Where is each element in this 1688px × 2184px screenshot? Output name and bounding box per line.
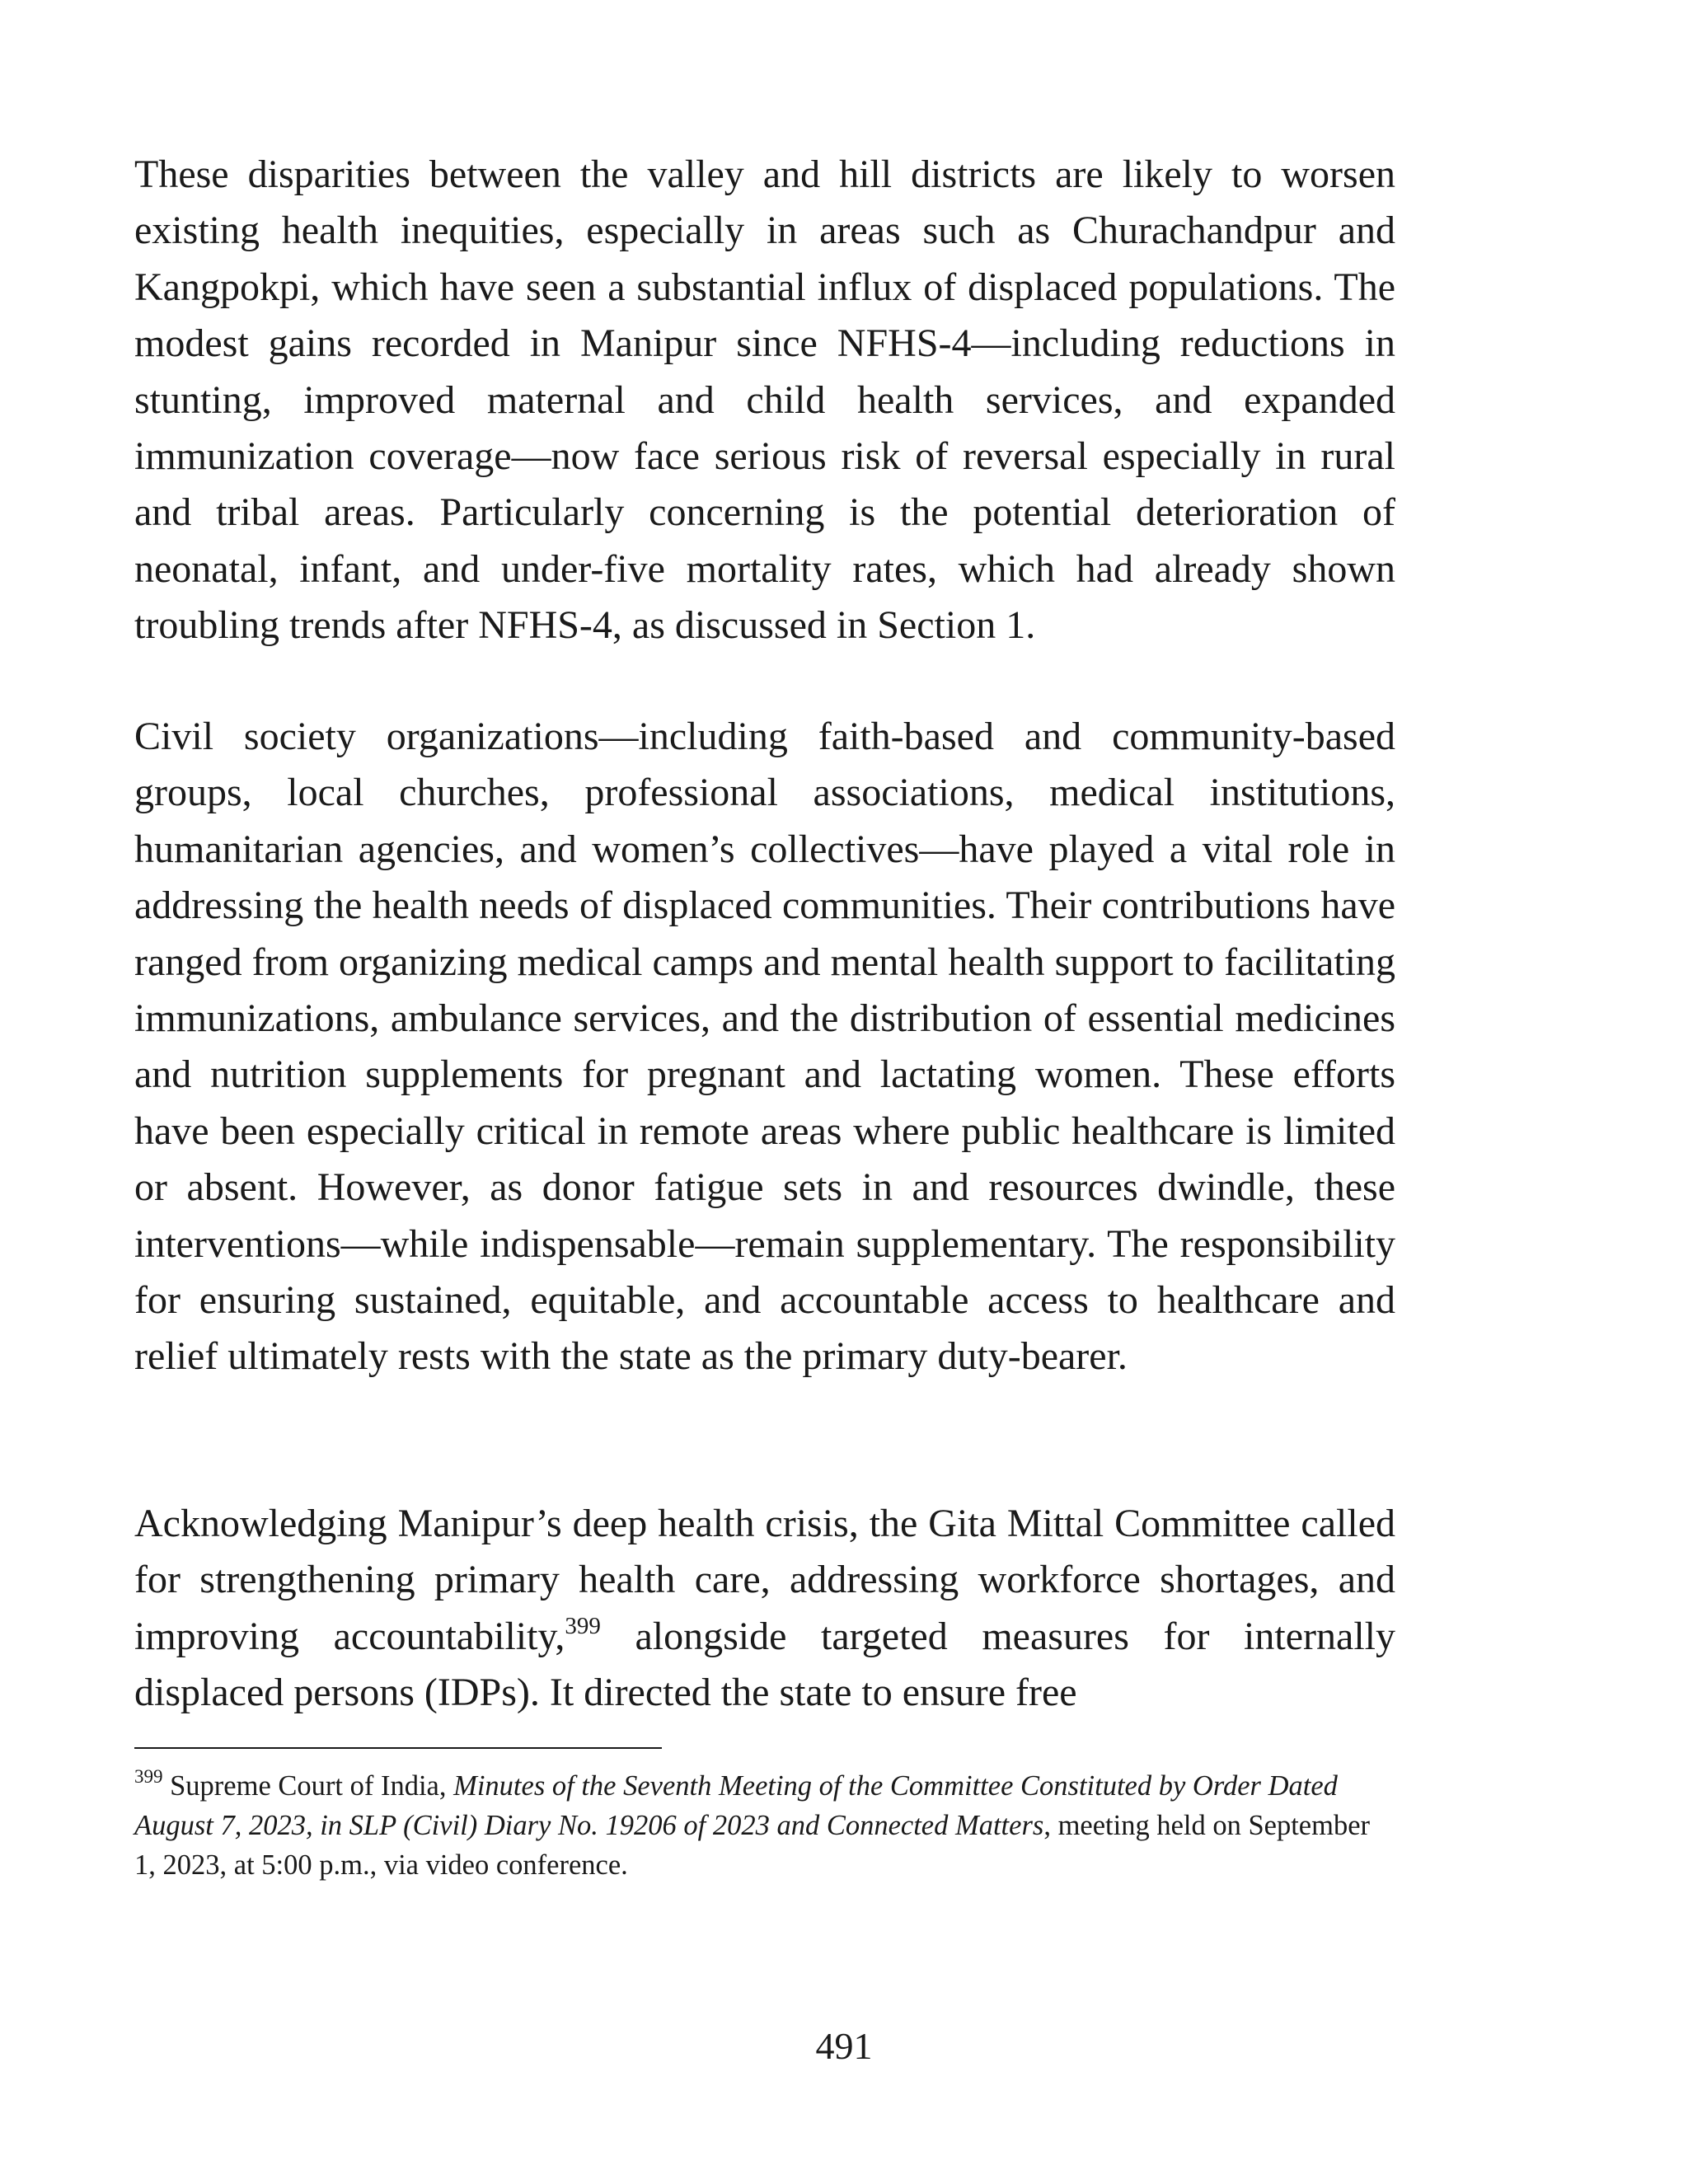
paragraph-3-text-after-ref: alongside targeted measures for internally displaced persons (IDPs). It directed the state to ensure free xyxy=(134,1614,1395,1715)
page-number: 491 xyxy=(815,2025,873,2067)
footnote-separator-rule xyxy=(134,1747,662,1749)
paragraph-1-text: These disparities between the valley and hill districts are likely to worsen existing health inequities, especially in areas such as Churachandpur and Kangpokpi, which have seen a substantial influx of displaced populations. The modest gains recorded in Manipur since NFHS-4—including reductions in stunting, improved maternal and child health services, and expanded immunization coverage—now face serious risk of reversal especially in rural and tribal areas. Particularly concerning is the potential deterioration of neonatal, infant, and under-five mortality rates, which had already shown troubling trends after NFHS-4, as discussed in Section 1. xyxy=(134,152,1395,648)
footnote-text-after: , meeting held on September 1, 2023, at 5:00 p.m., via video conference. xyxy=(134,1810,1371,1881)
body-paragraph-1 xyxy=(134,147,1395,654)
paragraph-2-text: Civil society organizations—including faith-based and community-based groups, local churches, professional associations, medical institutions, humanitarian agencies, and women’s collectives—have played a vital role in addressing the health needs of displaced communities. Their contributions have ranged from organizing medical camps and mental health support to facilitating immunizations, ambulance services, and the distribution of essential medicines and nutrition supplements for pregnant and lactating women. These efforts have been especially critical in remote areas where public healthcare is limited or absent. However, as donor fatigue sets in and resources dwindle, these interventions—while indispensable—remain supplementary. The responsibility for ensuring sustained, equitable, and accountable access to healthcare and relief ultimately rests with the state as the primary duty-bearer. xyxy=(134,715,1395,1379)
footnote-399 xyxy=(134,1766,1395,1885)
body-paragraph-2 xyxy=(134,709,1395,1385)
paragraph-3-text-before-ref: Acknowledging Manipur’s deep health crisis, the Gita Mittal Committee called for strengthening primary health care, addressing workforce shortages, and improving accountability, xyxy=(134,1502,1395,1658)
footnote-cited-title: Minutes of the Seventh Meeting of the Committee Constituted by Order Dated August 7, 2023, in SLP (Civil) Diary No. 19206 of 2023 and Connected Matters xyxy=(134,1770,1338,1841)
footnote-text-before: Supreme Court of India, xyxy=(162,1770,454,1802)
body-paragraph-3 xyxy=(134,1496,1395,1722)
footnote-number: 399 xyxy=(134,1765,163,1787)
footnote-reference-399[interactable]: 399 xyxy=(565,1612,601,1639)
